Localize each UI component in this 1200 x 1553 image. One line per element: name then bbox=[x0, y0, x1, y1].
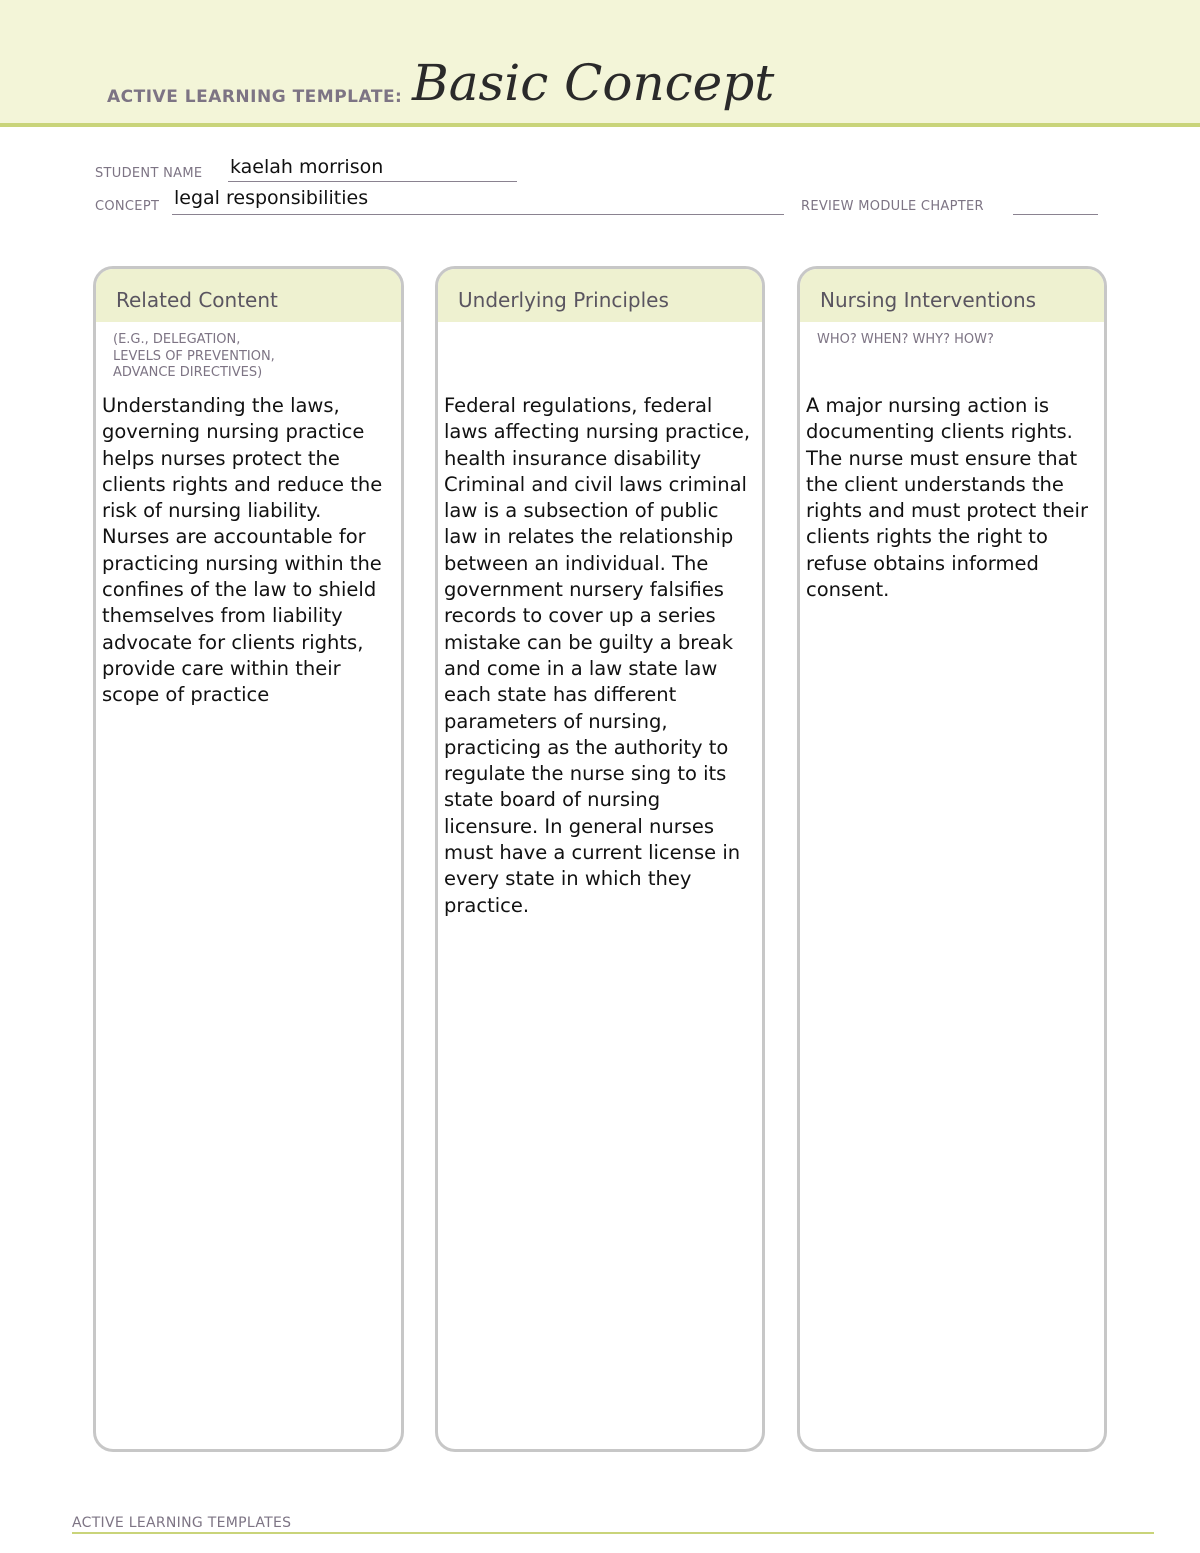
header-divider bbox=[0, 123, 1200, 127]
hint-line: LEVELS OF PREVENTION, bbox=[113, 348, 275, 364]
panel-hint bbox=[113, 332, 275, 382]
panel-title: Related Content bbox=[116, 288, 278, 312]
panel-text[interactable] bbox=[806, 393, 1094, 603]
student-name-field[interactable]: kaelah morrison bbox=[230, 156, 384, 178]
paragraph: Criminal and civil laws criminal law is a subsection of public law in relates the relationship between an individual. The government nursery falsifies records to cover up a series mistake can be guilty a break and come in a law state law each state has different parameters of nursing, practicing as the authority to regulate the nurse sing to its state board of nursing licensure. In general nurses must have a current license in every state in which they practice. bbox=[444, 472, 747, 917]
panel-title: Nursing Interventions bbox=[820, 288, 1037, 312]
panel-underlying-principles bbox=[435, 266, 765, 1452]
panel-nursing-interventions bbox=[797, 266, 1107, 1452]
hint-line: ADVANCE DIRECTIVES) bbox=[113, 365, 263, 380]
paragraph: Federal regulations, federal laws affecting nursing practice, health insurance disability bbox=[444, 394, 751, 470]
paragraph: A major nursing action is documenting clients rights. The nurse must ensure that the client understands the rights and must protect their clients rights the right to refuse obtains informed consent. bbox=[806, 394, 1088, 602]
review-module-label: REVIEW MODULE CHAPTER bbox=[801, 199, 984, 214]
footer-label: ACTIVE LEARNING TEMPLATES bbox=[72, 1515, 292, 1531]
panel-text[interactable] bbox=[102, 393, 391, 709]
review-module-underline bbox=[1013, 214, 1098, 215]
student-name-underline bbox=[228, 181, 517, 182]
footer-divider bbox=[72, 1532, 1154, 1534]
panel-title: Underlying Principles bbox=[458, 288, 669, 312]
concept-label: CONCEPT bbox=[95, 199, 160, 214]
panel-text[interactable] bbox=[444, 393, 752, 919]
template-label: ACTIVE LEARNING TEMPLATE: bbox=[107, 87, 403, 107]
student-name-label: STUDENT NAME bbox=[95, 166, 203, 181]
concept-underline bbox=[172, 214, 784, 215]
panel-related-content bbox=[93, 266, 404, 1452]
hint-line: WHO? WHEN? WHY? HOW? bbox=[817, 332, 994, 347]
paragraph: Understanding the laws, governing nursing practice helps nurses protect the clients rights and reduce the risk of nursing liability. Nurses are accountable for practicing nursing within the confines of the law to shield themselves from liability advocate for clients rights, provide care within their scope of practice bbox=[102, 394, 383, 707]
hint-line: (E.G., DELEGATION, bbox=[113, 332, 241, 347]
panel-hint bbox=[817, 332, 994, 349]
page-title: Basic Concept bbox=[412, 54, 775, 112]
concept-field[interactable]: legal responsibilities bbox=[174, 187, 369, 209]
